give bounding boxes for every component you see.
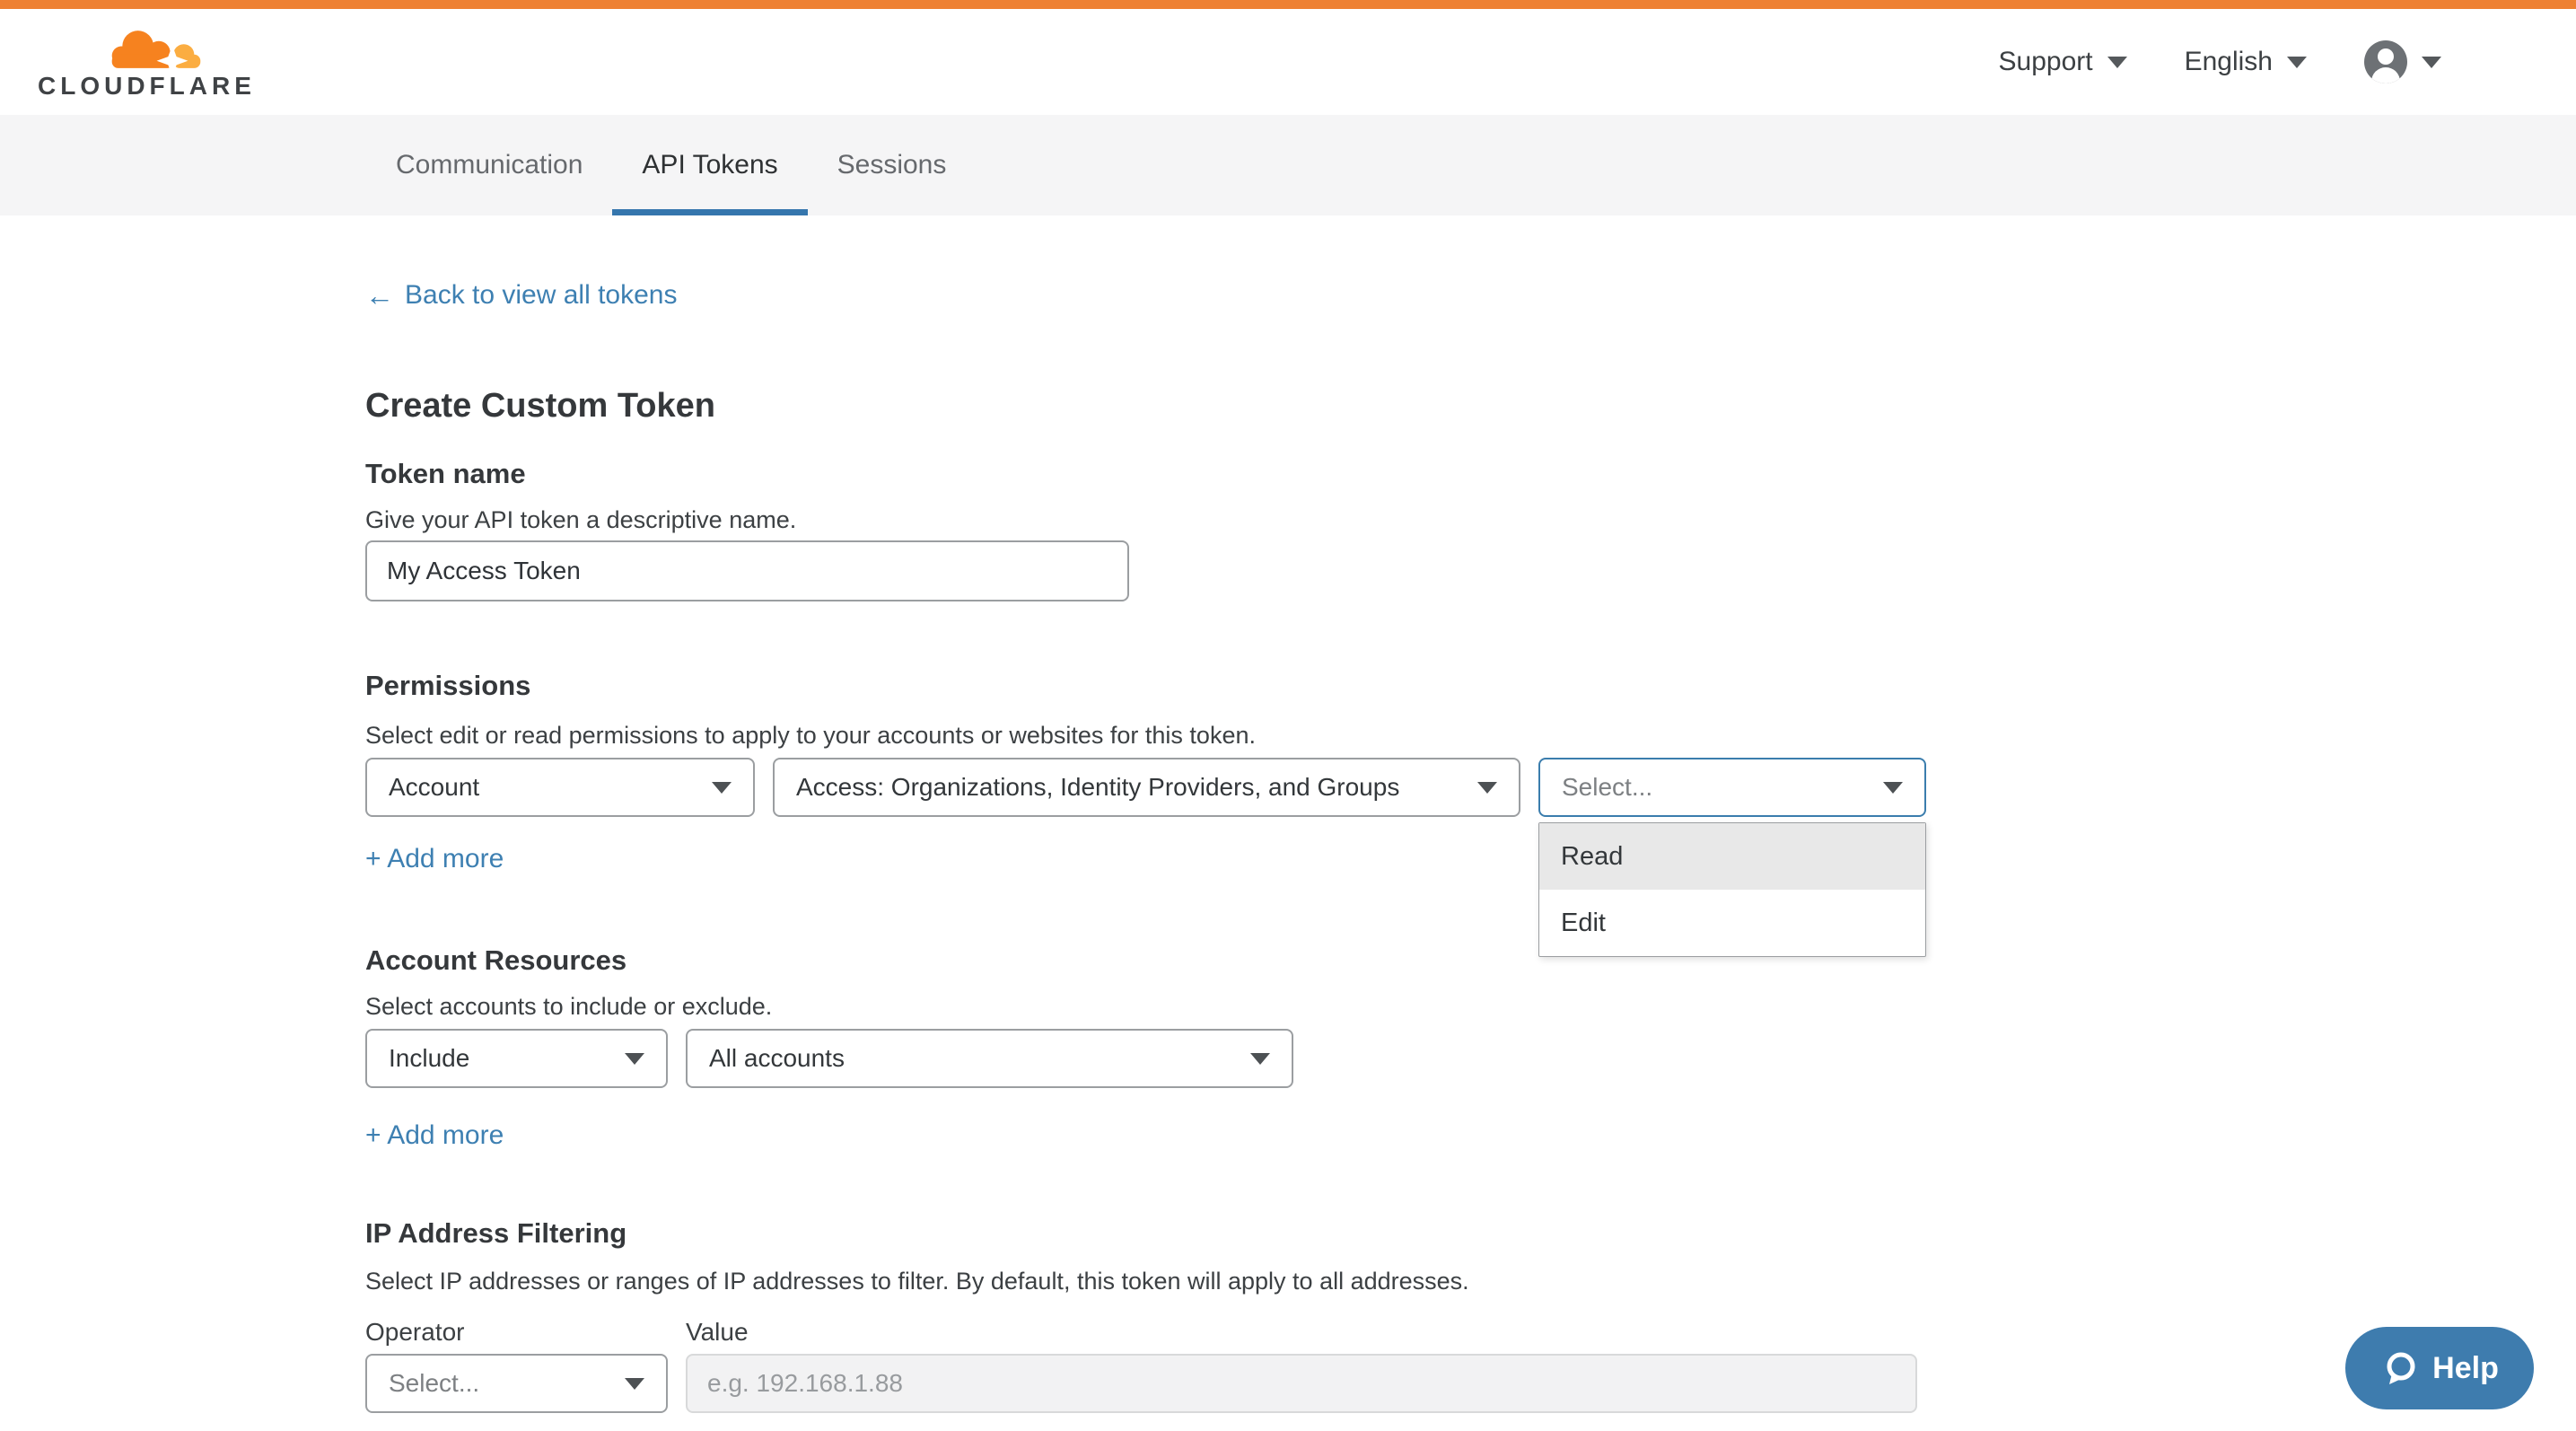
- operator-label: Operator: [365, 1318, 465, 1346]
- main-content: [0, 215, 2576, 1413]
- chevron-down-icon: [2422, 57, 2441, 68]
- account-menu[interactable]: [2364, 40, 2441, 83]
- account-mode-select[interactable]: [365, 1029, 668, 1088]
- support-label: Support: [1998, 47, 2093, 76]
- menu-option-edit[interactable]: Edit: [1561, 908, 1606, 937]
- permissions-description: Select edit or read permissions to apply to your accounts or websites for this token.: [365, 722, 1256, 749]
- help-button-label: Help: [2432, 1350, 2499, 1385]
- menu-option-read[interactable]: Read: [1539, 823, 1925, 890]
- chevron-down-icon: [1883, 782, 1903, 794]
- chevron-down-icon: [625, 1378, 644, 1390]
- back-arrow-icon: ←: [365, 279, 394, 312]
- permission-resource-select[interactable]: [773, 758, 1520, 817]
- top-header: [0, 9, 2576, 115]
- profile-tab-strip: [0, 115, 2576, 215]
- support-menu[interactable]: [1999, 47, 2127, 77]
- tab-api-tokens[interactable]: API Tokens: [612, 115, 807, 215]
- chevron-down-icon: [625, 1053, 644, 1065]
- chevron-down-icon: [2287, 57, 2307, 68]
- token-name-heading: Token name: [365, 458, 526, 489]
- account-resources-description: Select accounts to include or exclude.: [365, 993, 773, 1020]
- ip-filtering-labels: [365, 1318, 2576, 1347]
- ip-operator-select[interactable]: [365, 1354, 668, 1413]
- ip-filtering-description: Select IP addresses or ranges of IP addresses to filter. By default, this token will apply to all addresses.: [365, 1268, 1469, 1295]
- language-menu[interactable]: [2185, 47, 2307, 77]
- tab-sessions[interactable]: Sessions: [837, 150, 947, 180]
- brand-color-bar: [0, 0, 2576, 9]
- ip-operator-placeholder: Select...: [389, 1369, 480, 1397]
- chevron-down-icon: [1250, 1053, 1270, 1065]
- account-resources-heading: Account Resources: [365, 944, 627, 976]
- page-title: Create Custom Token: [365, 387, 715, 425]
- account-target-value: All accounts: [709, 1044, 845, 1072]
- value-label: Value: [686, 1318, 749, 1346]
- permission-resource-value: Access: Organizations, Identity Providers, and Groups: [796, 773, 1400, 801]
- account-resources-row: [365, 1029, 2576, 1088]
- ip-filtering-heading: IP Address Filtering: [365, 1217, 627, 1249]
- header-nav: [1999, 40, 2441, 83]
- ip-filtering-row: [365, 1354, 2576, 1413]
- permission-scope-value: Account: [389, 773, 480, 801]
- back-to-tokens-link[interactable]: [365, 280, 677, 311]
- language-label: English: [2184, 47, 2273, 76]
- cloudflare-cloud-icon: [84, 23, 228, 75]
- cloudflare-wordmark: CLOUDFLARE: [38, 72, 256, 100]
- account-mode-value: Include: [389, 1044, 470, 1072]
- chevron-down-icon: [2107, 57, 2127, 68]
- back-link-label: Back to view all tokens: [405, 280, 678, 310]
- token-name-description: Give your API token a descriptive name.: [365, 506, 797, 533]
- help-button[interactable]: [2345, 1327, 2534, 1409]
- permission-scope-select[interactable]: [365, 758, 755, 817]
- account-target-select[interactable]: [686, 1029, 1293, 1088]
- ip-value-input[interactable]: [686, 1354, 1917, 1413]
- permissions-add-more-link[interactable]: + Add more: [365, 844, 504, 874]
- chevron-down-icon: [1477, 782, 1497, 794]
- tab-communication[interactable]: Communication: [396, 150, 583, 180]
- permission-level-select[interactable]: [1538, 758, 1926, 937]
- user-avatar-icon: [2364, 40, 2407, 83]
- chevron-down-icon: [712, 782, 732, 794]
- permission-level-menu: [1538, 822, 1926, 957]
- cloudflare-logo[interactable]: [38, 23, 256, 101]
- account-resources-add-more-link[interactable]: + Add more: [365, 1120, 504, 1150]
- chat-bubble-icon: [2380, 1348, 2420, 1388]
- permission-level-placeholder: Select...: [1562, 773, 1653, 801]
- permissions-heading: Permissions: [365, 670, 531, 701]
- token-name-input[interactable]: [365, 540, 1129, 601]
